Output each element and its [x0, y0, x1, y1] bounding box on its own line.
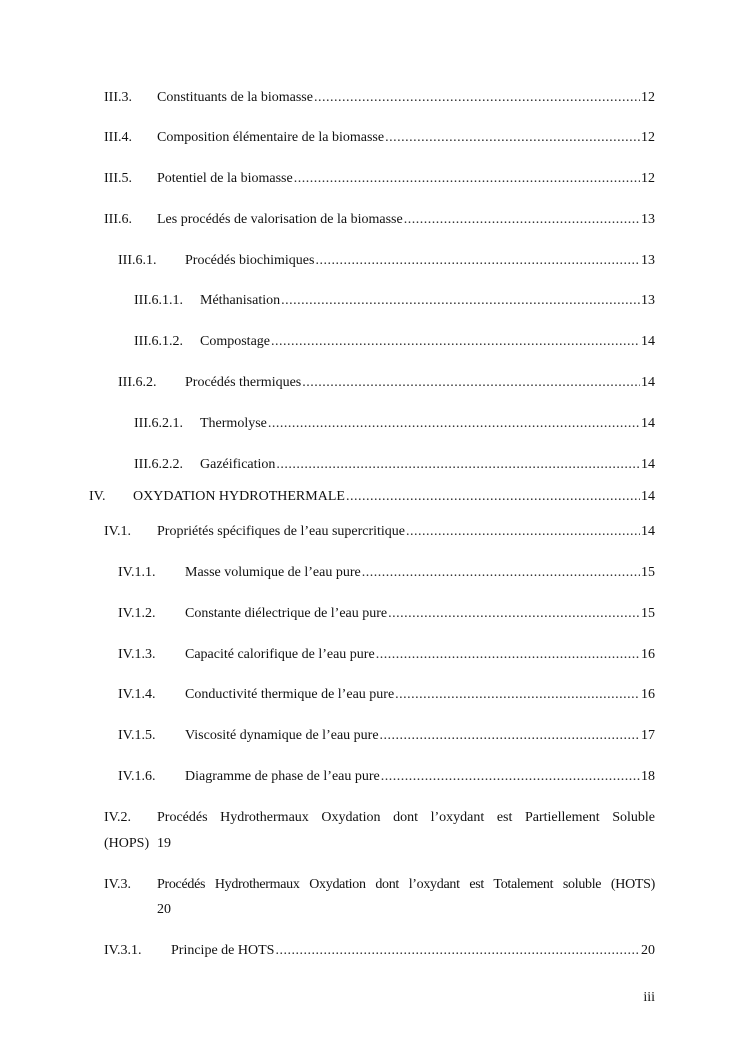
toc-number: IV.1.5. [118, 728, 156, 743]
toc-entry[interactable] [118, 563, 655, 583]
toc-page: 12 [641, 130, 655, 145]
toc-number: IV.1.2. [118, 606, 156, 621]
toc-page: 16 [641, 687, 655, 702]
toc-entry[interactable] [118, 726, 655, 746]
toc-page: 12 [641, 171, 655, 186]
toc-number: III.6.2. [118, 375, 157, 390]
toc-entry[interactable] [134, 332, 655, 352]
toc-title-line1: Procédés Hydrothermaux Oxydation dont l’oxydant est Partiellement Soluble [157, 810, 655, 825]
dot-leader [315, 251, 640, 271]
toc-number: IV.1.1. [118, 565, 156, 580]
toc-page: 14 [641, 489, 655, 504]
toc-title: Masse volumique de l’eau pure [185, 565, 361, 580]
toc-number: IV.3.1. [104, 943, 142, 958]
toc-number: III.3. [104, 90, 132, 105]
dot-leader [404, 210, 640, 230]
toc-page: 20 [157, 902, 171, 917]
toc-entry[interactable] [134, 291, 655, 311]
dot-leader [268, 414, 640, 434]
toc-title: Procédés biochimiques [185, 253, 315, 268]
toc-number: III.6.2.2. [134, 457, 183, 472]
toc-entry[interactable] [118, 645, 655, 665]
toc-number: III.6. [104, 212, 132, 227]
toc-entry[interactable] [104, 169, 655, 189]
toc-entry[interactable] [89, 487, 655, 507]
toc-title: Procédés thermiques [185, 375, 302, 390]
toc-title: Viscosité dynamique de l’eau pure [185, 728, 379, 743]
toc-number: III.6.1.1. [134, 293, 183, 308]
dot-leader [362, 563, 640, 583]
toc-page: 15 [641, 565, 655, 580]
toc-page: 14 [641, 457, 655, 472]
toc-entry[interactable] [134, 455, 655, 475]
toc-entry[interactable] [104, 128, 655, 148]
dot-leader [381, 767, 640, 787]
toc-number: III.6.1. [118, 253, 157, 268]
toc-entry[interactable] [104, 941, 655, 961]
toc-entry[interactable] [104, 522, 655, 542]
toc-page: 16 [641, 647, 655, 662]
toc-title: Conductivité thermique de l’eau pure [185, 687, 395, 702]
toc-entry[interactable] [118, 604, 655, 624]
dot-leader [271, 332, 640, 352]
toc-title-line2: (HOPS) [104, 836, 150, 851]
toc-entry[interactable] [104, 210, 655, 230]
toc-page: 13 [641, 212, 655, 227]
toc-title: Méthanisation [200, 293, 281, 308]
toc-title: Composition élémentaire de la biomasse [157, 130, 385, 145]
toc-title: Principe de HOTS [171, 943, 275, 958]
toc-page: 13 [641, 293, 655, 308]
toc-title: Thermolyse [200, 416, 267, 431]
toc-number: IV.1.4. [118, 687, 156, 702]
toc-number: IV.2. [104, 810, 131, 825]
toc-number: IV.1.3. [118, 647, 156, 662]
dot-leader [385, 128, 640, 148]
dot-leader [276, 455, 640, 475]
toc-number: IV.1. [104, 524, 131, 539]
dot-leader [314, 88, 640, 108]
toc-title: Constante diélectrique de l’eau pure [185, 606, 388, 621]
toc-title: Potentiel de la biomasse [157, 171, 293, 186]
toc-page: 19 [157, 836, 171, 851]
toc-number: III.6.2.1. [134, 416, 183, 431]
toc-title: OXYDATION HYDROTHERMALE [133, 489, 345, 504]
toc-title: Constituants de la biomasse [157, 90, 313, 105]
toc-title: Diagramme de phase de l’eau pure [185, 769, 380, 784]
toc-entry[interactable] [134, 414, 655, 434]
toc-number: III.6.1.2. [134, 334, 183, 349]
dot-leader [388, 604, 640, 624]
dot-leader [275, 941, 640, 961]
toc-title: Capacité calorifique de l’eau pure [185, 647, 375, 662]
toc-title: Propriétés spécifiques de l’eau supercritique [157, 524, 406, 539]
toc-page: 14 [641, 334, 655, 349]
toc-number: IV. [89, 489, 106, 504]
toc-page: 15 [641, 606, 655, 621]
toc-entry[interactable] [118, 767, 655, 787]
dot-leader [346, 487, 640, 507]
toc-page: 12 [641, 90, 655, 105]
page-number: iii [643, 990, 655, 1005]
toc-number: III.5. [104, 171, 132, 186]
dot-leader [395, 685, 640, 705]
toc-title-line1: Procédés Hydrothermaux Oxydation dont l’oxydant est Totalement soluble (HOTS) [157, 877, 655, 892]
toc-page: 14 [641, 524, 655, 539]
toc-entry[interactable] [118, 373, 655, 393]
dot-leader [406, 522, 640, 542]
toc-number: IV.3. [104, 877, 131, 892]
toc-title: Compostage [200, 334, 270, 349]
toc-title: Les procédés de valorisation de la biomasse [157, 212, 403, 227]
toc-title: Gazéification [200, 457, 276, 472]
dot-leader [376, 645, 640, 665]
toc-page: 14 [641, 416, 655, 431]
toc-entry[interactable] [118, 685, 655, 705]
dot-leader [302, 373, 640, 393]
toc-entry[interactable] [104, 88, 655, 108]
toc-number: III.4. [104, 130, 132, 145]
toc-page: 20 [641, 943, 655, 958]
toc-page: 13 [641, 253, 655, 268]
dot-leader [294, 169, 640, 189]
dot-leader [380, 726, 640, 746]
dot-leader [281, 291, 640, 311]
toc-page: 17 [641, 728, 655, 743]
toc-page: 18 [641, 769, 655, 784]
toc-entry[interactable] [118, 251, 655, 271]
toc-number: IV.1.6. [118, 769, 156, 784]
toc-page: 14 [641, 375, 655, 390]
